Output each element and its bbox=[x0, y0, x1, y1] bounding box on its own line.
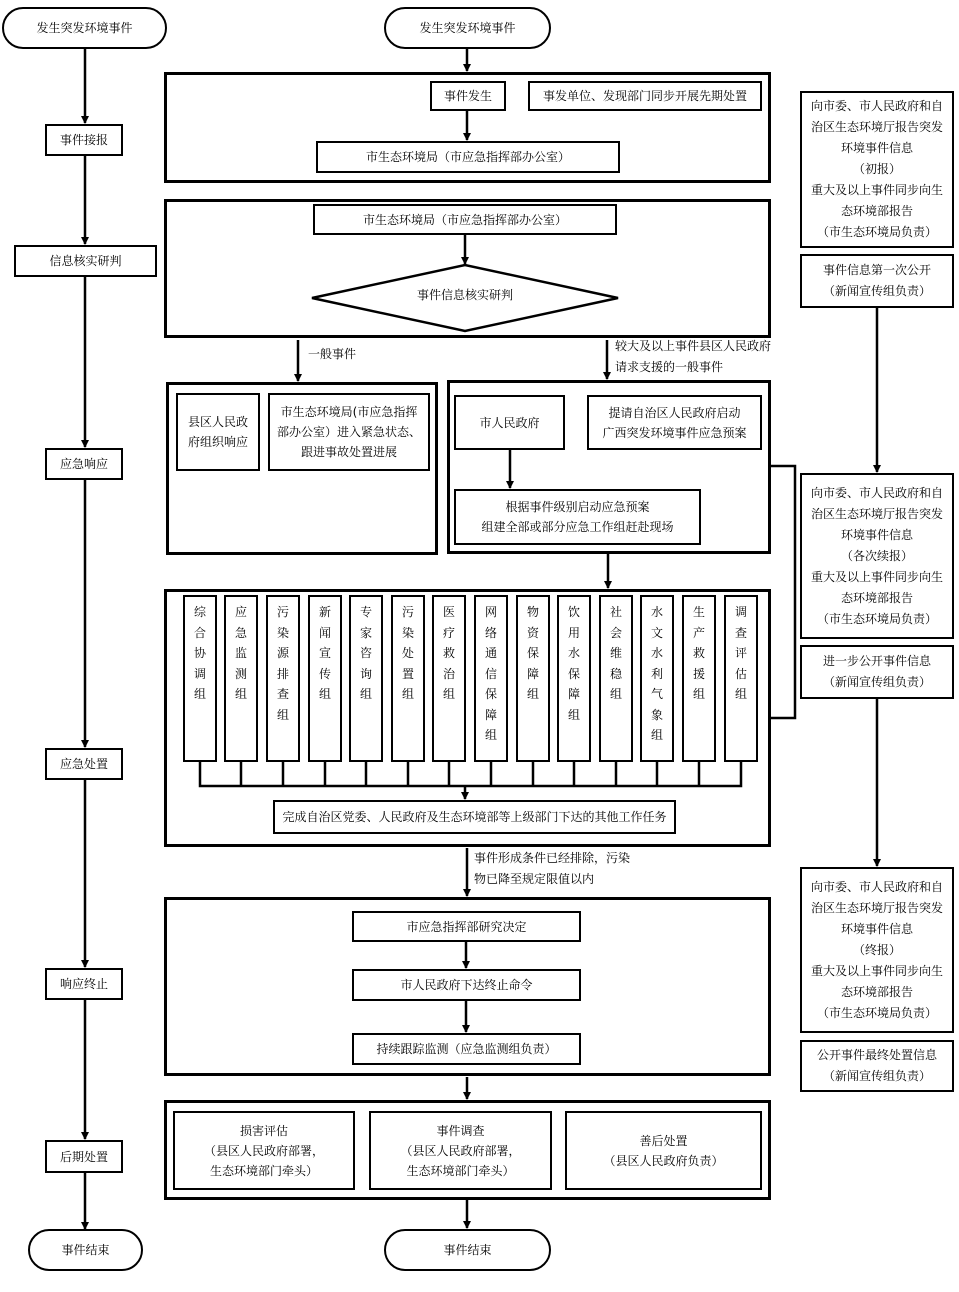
monitor-box: 持续跟踪监测（应急监测组负责） bbox=[352, 1033, 581, 1065]
bureau-emergency-box: 市生态环境局(市应急指挥部办公室）进入紧急状态、跟进事故处置进展 bbox=[268, 393, 430, 471]
group-network-comm: 网络通信保障组 bbox=[474, 595, 508, 762]
other-tasks-box: 完成自治区党委、人民政府及生态环境部等上级部门下达的其他工作任务 bbox=[273, 800, 676, 834]
group-drinking-water: 饮用水保障组 bbox=[557, 595, 591, 762]
disclose-first-box: 事件信息第一次公开 （新闻宣传组负责） bbox=[800, 254, 954, 308]
branch-general-label: 一般事件 bbox=[308, 347, 357, 361]
order-box: 市人民政府下达终止命令 bbox=[352, 969, 581, 1001]
request-plan-box: 提请自治区人民政府启动 广西突发环境事件应急预案 bbox=[587, 395, 762, 450]
group-social-stability: 社会维稳组 bbox=[599, 595, 633, 762]
left-start-node: 发生突发环境事件 bbox=[2, 7, 167, 49]
stage-receive: 事件接报 bbox=[45, 124, 123, 156]
group-news-publicity: 新闻宣传组 bbox=[308, 595, 342, 762]
group-medical: 医疗救治组 bbox=[432, 595, 466, 762]
rehabilitation-box: 善后处置 （县区人民政府负责） bbox=[565, 1111, 762, 1190]
group-expert-consult: 专家咨询组 bbox=[349, 595, 383, 762]
termination-condition-label: 事件形成条件已经排除，污染 物已降至规定限值以内 bbox=[474, 851, 631, 886]
judge-label: 事件信息核实研判 bbox=[416, 288, 513, 302]
report-initial-box: 向市委、市人民政府和自治区生态环境厅报告突发环境事件信息 （初报） 重大及以上事件同步向生态环境部报告 （市生态环境局负责） bbox=[800, 91, 954, 248]
launch-plan-box: 根据事件级别启动应急预案 组建全部或部分应急工作组赶赴现场 bbox=[454, 489, 701, 545]
group-coordination: 综合协调组 bbox=[183, 595, 217, 762]
investigation-box: 事件调查 （县区人民政府部署， 生态环境部门牵头） bbox=[369, 1111, 552, 1190]
event-occurs-box: 事件发生 bbox=[430, 81, 506, 111]
group-pollution-source: 污染源排查组 bbox=[266, 595, 300, 762]
main-start-node: 发生突发环境事件 bbox=[384, 7, 551, 49]
stage-response: 应急响应 bbox=[45, 448, 123, 480]
group-materials: 物资保障组 bbox=[516, 595, 550, 762]
disclose-further-box: 进一步公开事件信息 （新闻宣传组负责） bbox=[800, 645, 954, 699]
stage-aftermath: 后期处置 bbox=[45, 1140, 123, 1173]
damage-assessment-box: 损害评估 （县区人民政府部署， 生态环境部门牵头） bbox=[173, 1111, 355, 1190]
disclose-final-box: 公开事件最终处置信息 （新闻宣传组负责） bbox=[800, 1040, 954, 1092]
early-disposal-box: 事发单位、发现部门同步开展先期处置 bbox=[528, 81, 762, 111]
group-investigation: 调查评估组 bbox=[724, 595, 758, 762]
city-bureau-box-2: 市生态环境局（市应急指挥部办公室） bbox=[313, 204, 617, 235]
report-continued-box: 向市委、市人民政府和自治区生态环境厅报告突发环境事件信息 （各次续报） 重大及以上事件同步向生态环境部报告 （市生态环境局负责） bbox=[800, 473, 954, 639]
group-production-rescue: 生产救援组 bbox=[682, 595, 716, 762]
branch-major-label: 较大及以上事件县区人民政府 请求支援的一般事件 bbox=[615, 339, 772, 374]
group-monitoring: 应急监测组 bbox=[224, 595, 258, 762]
city-gov-box: 市人民政府 bbox=[454, 395, 565, 450]
stage-verify: 信息核实研判 bbox=[14, 245, 157, 277]
left-end-node: 事件结束 bbox=[28, 1229, 143, 1271]
stage-termination: 响应终止 bbox=[45, 968, 123, 1000]
city-bureau-box-1: 市生态环境局（市应急指挥部办公室） bbox=[316, 141, 620, 173]
report-final-box: 向市委、市人民政府和自治区生态环境厅报告突发环境事件信息 （终报） 重大及以上事件同步向生态环境部报告 （市生态环境局负责） bbox=[800, 867, 954, 1033]
group-pollution-disposal: 污染处置组 bbox=[391, 595, 425, 762]
decide-box: 市应急指挥部研究决定 bbox=[352, 911, 581, 942]
group-hydro-weather: 水文水利气象组 bbox=[640, 595, 674, 762]
stage-disposal: 应急处置 bbox=[45, 748, 123, 780]
main-end-node: 事件结束 bbox=[384, 1229, 551, 1271]
bracket-right bbox=[770, 466, 795, 718]
county-response-box: 县区人民政府组织响应 bbox=[176, 393, 260, 471]
